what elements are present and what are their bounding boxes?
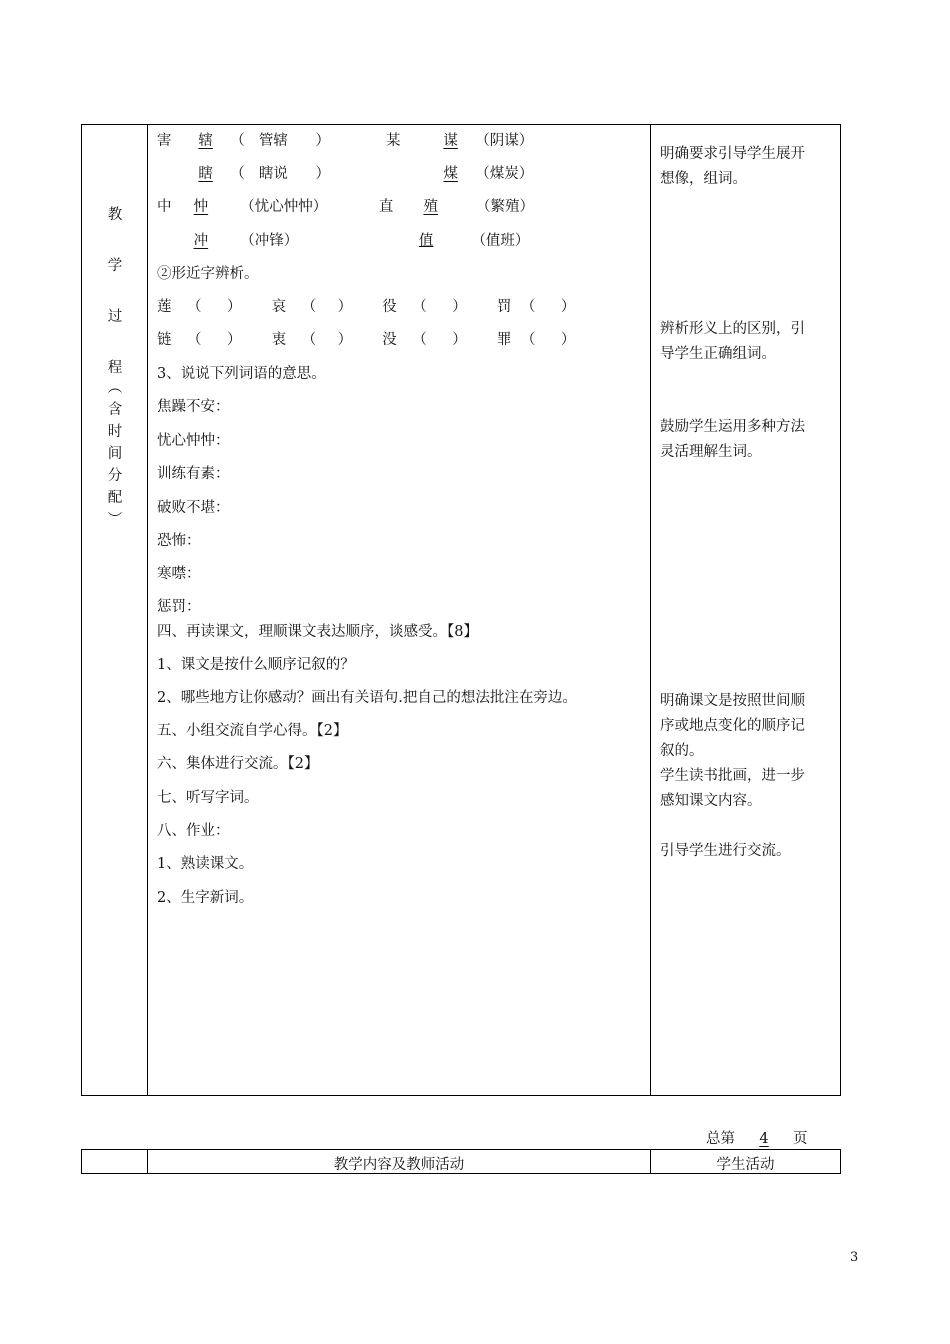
list-item: 2、哪些地方让你感动？画出有关语句.把自己的想法批注在旁边。 <box>157 690 577 706</box>
side-note <box>660 317 836 367</box>
list-item: 1、熟读课文。 <box>157 856 254 872</box>
vocab-item: 寒噤： <box>157 566 201 582</box>
note-line: 辨析形义上的区别，引 <box>660 321 805 337</box>
side-note <box>660 689 836 814</box>
text: 辖 <box>198 133 213 149</box>
text: （ <box>301 299 317 315</box>
process-vertical-label <box>82 203 148 531</box>
note-line: 叙的。 <box>660 743 704 759</box>
text: 莲 <box>157 299 172 315</box>
vocab-item: 破败不堪： <box>157 500 230 516</box>
text: ） <box>560 299 576 315</box>
section-heading: 3、说说下列词语的意思。 <box>157 366 326 382</box>
note-line: 导学生正确组词。 <box>660 346 776 362</box>
text: （ <box>520 332 536 348</box>
note-line: 引导学生进行交流。 <box>660 843 791 859</box>
note-line: 鼓励学生运用多种方法 <box>660 419 805 435</box>
label-char: 时 <box>107 424 123 440</box>
vocab-item: 惩罚： <box>157 599 201 615</box>
section-heading: 五、小组交流自学心得。【2】 <box>157 723 348 739</box>
label-char: 学 <box>107 258 123 274</box>
note-line: 明确课文是按照世间顺 <box>660 693 805 709</box>
text: ） <box>315 133 330 149</box>
similar-char-row <box>157 295 575 316</box>
note-line: 感知课文内容。 <box>660 793 762 809</box>
note-line: 序或地点变化的顺序记 <box>660 718 805 734</box>
vocab-item: 恐怖： <box>157 533 201 549</box>
text: （ <box>520 299 536 315</box>
text: 煤 <box>443 166 458 182</box>
text: （ <box>412 299 427 315</box>
page-count: 4 <box>759 1131 769 1147</box>
text: 直 <box>378 199 394 215</box>
text: 值 <box>418 233 434 249</box>
text: 管辖 <box>258 133 288 149</box>
list-item: 1、课文是按什么顺序记叙的？ <box>157 657 355 673</box>
text: 役 <box>382 299 397 315</box>
note-line: 想像，组词。 <box>660 171 747 187</box>
vocab-item: 焦躁不安： <box>157 399 230 415</box>
text: （ <box>230 166 245 182</box>
vocab-item: 训练有素： <box>157 466 230 482</box>
side-note <box>660 839 836 864</box>
text: 总第 <box>706 1131 735 1147</box>
note-line: 灵活理解生词。 <box>660 444 762 460</box>
text: ） <box>227 299 242 315</box>
text: 页 <box>793 1131 808 1147</box>
text: 中 <box>157 199 172 215</box>
text: （ <box>187 332 202 348</box>
text: 瞎 <box>198 166 213 182</box>
text: 害 <box>157 133 172 149</box>
label-char: ︵ <box>107 380 123 396</box>
text: 链 <box>157 332 172 348</box>
note-line: 明确要求引导学生展开 <box>660 146 805 162</box>
text: 没 <box>382 332 397 348</box>
word-group-row <box>157 195 534 216</box>
text: 罚 <box>496 299 512 315</box>
text: ） <box>337 332 353 348</box>
label-char: 间 <box>107 446 123 462</box>
text: 瞎说 <box>258 166 288 182</box>
label-char: 过 <box>107 309 123 325</box>
text: （ <box>301 332 317 348</box>
page-number: 3 <box>850 1250 859 1265</box>
text: 罪 <box>496 332 512 348</box>
text: ） <box>227 332 242 348</box>
section-heading: 八、作业： <box>157 823 230 839</box>
text: （ <box>187 299 202 315</box>
text: （阴谋） <box>475 133 534 149</box>
column-header-content: 教学内容及教师活动 <box>333 1157 465 1173</box>
text: （ <box>230 133 245 149</box>
side-note <box>660 415 836 465</box>
text: （忧心忡忡） <box>240 199 328 215</box>
similar-char-row <box>157 328 575 349</box>
text: 冲 <box>193 233 209 249</box>
label-char: 分 <box>107 468 123 484</box>
text: （值班） <box>471 233 530 249</box>
total-page-counter <box>706 1127 808 1148</box>
text: （繁殖） <box>476 199 535 215</box>
side-note <box>660 142 836 192</box>
section-heading: 六、集体进行交流。【2】 <box>157 756 319 772</box>
text: （ <box>412 332 427 348</box>
word-group-row <box>157 129 533 150</box>
text: ） <box>452 332 467 348</box>
column-header-student: 学生活动 <box>716 1157 775 1173</box>
text: 衷 <box>271 332 287 348</box>
text: 忡 <box>193 199 209 215</box>
section-heading: 七、听写字词。 <box>157 790 259 806</box>
vocab-item: 忧心忡忡： <box>157 433 230 449</box>
label-char: 含 <box>107 402 123 418</box>
text: ） <box>560 332 576 348</box>
word-group-row <box>157 162 533 183</box>
word-group-row <box>157 229 529 250</box>
label-char: 程 <box>107 360 123 376</box>
list-item: 2、生字新词。 <box>157 890 254 906</box>
note-line: 学生读书批画，进一步 <box>660 768 805 784</box>
label-char: 配 <box>107 490 123 506</box>
text: （煤炭） <box>475 166 534 182</box>
section-heading: 四、再读课文，理顺课文表达顺序，谈感受。【8】 <box>157 624 478 640</box>
text: 殖 <box>423 199 438 215</box>
text: 某 <box>386 133 401 149</box>
column-divider-right <box>650 125 651 1095</box>
label-char: ︶ <box>107 512 123 528</box>
next-page-header-table <box>81 1149 841 1174</box>
text: （冲锋） <box>240 233 299 249</box>
text: ） <box>337 299 353 315</box>
text: ） <box>452 299 467 315</box>
section-heading: ②形近字辨析。 <box>157 266 259 282</box>
text: ） <box>315 166 330 182</box>
text: 谋 <box>443 133 458 149</box>
text: 哀 <box>271 299 287 315</box>
label-char: 教 <box>107 207 123 223</box>
